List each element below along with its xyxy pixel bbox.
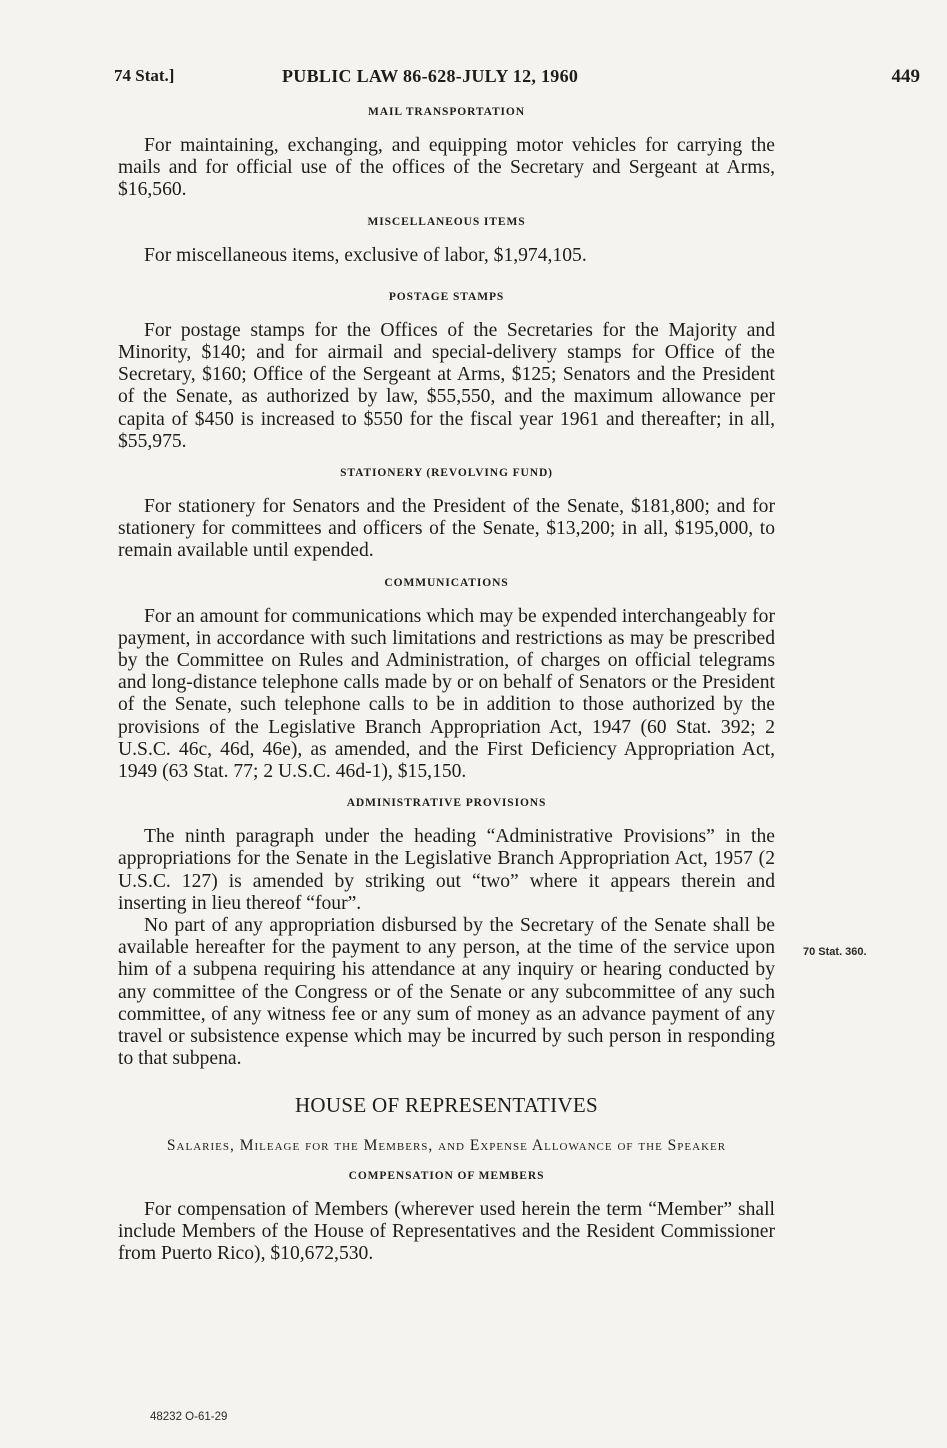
print-code: 48232 O-61-29	[150, 1411, 228, 1423]
section-heading: COMPENSATION OF MEMBERS	[348, 1169, 545, 1182]
section-paragraph: For maintaining, exchanging, and equipping motor vehicles for carrying the mails and for official use of the offices of the Secretary and Sergeant at Arms, $16,560.	[118, 135, 775, 201]
section-heading: POSTAGE STAMPS	[388, 290, 505, 303]
section-house-of-representatives	[118, 1093, 775, 1266]
section-communications	[118, 577, 775, 784]
section-heading: MISCELLANEOUS ITEMS	[367, 215, 526, 228]
section-paragraph: For miscellaneous items, exclusive of labor, $1,974,105.	[144, 244, 587, 266]
section-heading: ADMINISTRATIVE PROVISIONS	[346, 797, 547, 810]
running-head	[114, 66, 920, 90]
section-heading: COMMUNICATIONS	[384, 576, 509, 589]
section-administrative-provisions	[118, 797, 775, 1070]
section-mail-transportation	[118, 106, 775, 202]
public-law-title: PUBLIC LAW 86-628-JULY 12, 1960	[282, 66, 579, 86]
section-paragraph: For postage stamps for the Offices of the Secretaries for the Majority and Minority, $140; and for airmail and special-delivery stamps for Office of the Secretary, $160; Office of the Sergeant at Arms, $125; Senators and the President of the Senate, as authorized by law, $55,550, and the maximum allowance per capita of $450 is increased to $550 for the fiscal year 1961 and thereafter; in all, $55,975.	[118, 319, 775, 452]
page-number: 449	[891, 66, 920, 87]
section-heading: STATIONERY (REVOLVING FUND)	[340, 467, 553, 480]
section-stationery	[118, 467, 775, 563]
section-paragraph: For compensation of Members (wherever used herein the term “Member” shall include Members of the House of Representatives and the Resident Commissioner from Puerto Rico), $10,672,530.	[118, 1198, 775, 1264]
section-miscellaneous-items	[118, 216, 775, 267]
subpart-heading: Salaries, Mileage for the Members, and Expense Allowance of the Speaker	[166, 1136, 727, 1154]
main-text	[118, 106, 775, 1265]
part-title: HOUSE OF REPRESENTATIVES	[294, 1092, 599, 1117]
section-paragraph: For stationery for Senators and the President of the Senate, $181,800; and for stationery for committees and officers of the Senate, $13,200; in all, $195,000, to remain available until expended.	[118, 496, 775, 562]
section-heading: MAIL TRANSPORTATION	[368, 106, 525, 118]
section-paragraph: The ninth paragraph under the heading “Administrative Provisions” in the appropriations for the Senate in the Legislative Branch Appropriation Act, 1957 (2 U.S.C. 127) is amended by striking out “two” where it appears therein and inserting in lieu thereof “four”.	[118, 826, 775, 914]
statute-volume-ref: 74 Stat.]	[114, 66, 175, 85]
section-paragraph: For an amount for communications which may be expended interchangeably for payment, in accordance with such limitations and restrictions as may be prescribed by the Committee on Rules and Administration, of charges on official telegrams and long-distance telephone calls made by or on behalf of Senators or the President of the Senate, such telephone calls to be in addition to those authorized by the provisions of the Legislative Branch Appropriation Act, 1947 (60 Stat. 392; 2 U.S.C. 46c, 46d, 46e), as amended, and the First Deficiency Appropriation Act, 1949 (63 Stat. 77; 2 U.S.C. 46d-1), $15,150.	[118, 605, 775, 783]
margin-citation: 70 Stat. 360.	[803, 946, 867, 958]
section-postage-stamps	[118, 291, 775, 453]
section-paragraph: No part of any appropriation disbursed by the Secretary of the Senate shall be available hereafter for the payment to any person, at the time of the service upon him of a subpena requiring his attendance at any inquiry or hearing conducted by any committee of the Congress or of the Senate or any subcommittee of any such committee, of any witness fee or any sum of money as an advance payment of any travel or subsistence expense which may be incurred by such person in responding to that subpena.	[118, 915, 775, 1070]
